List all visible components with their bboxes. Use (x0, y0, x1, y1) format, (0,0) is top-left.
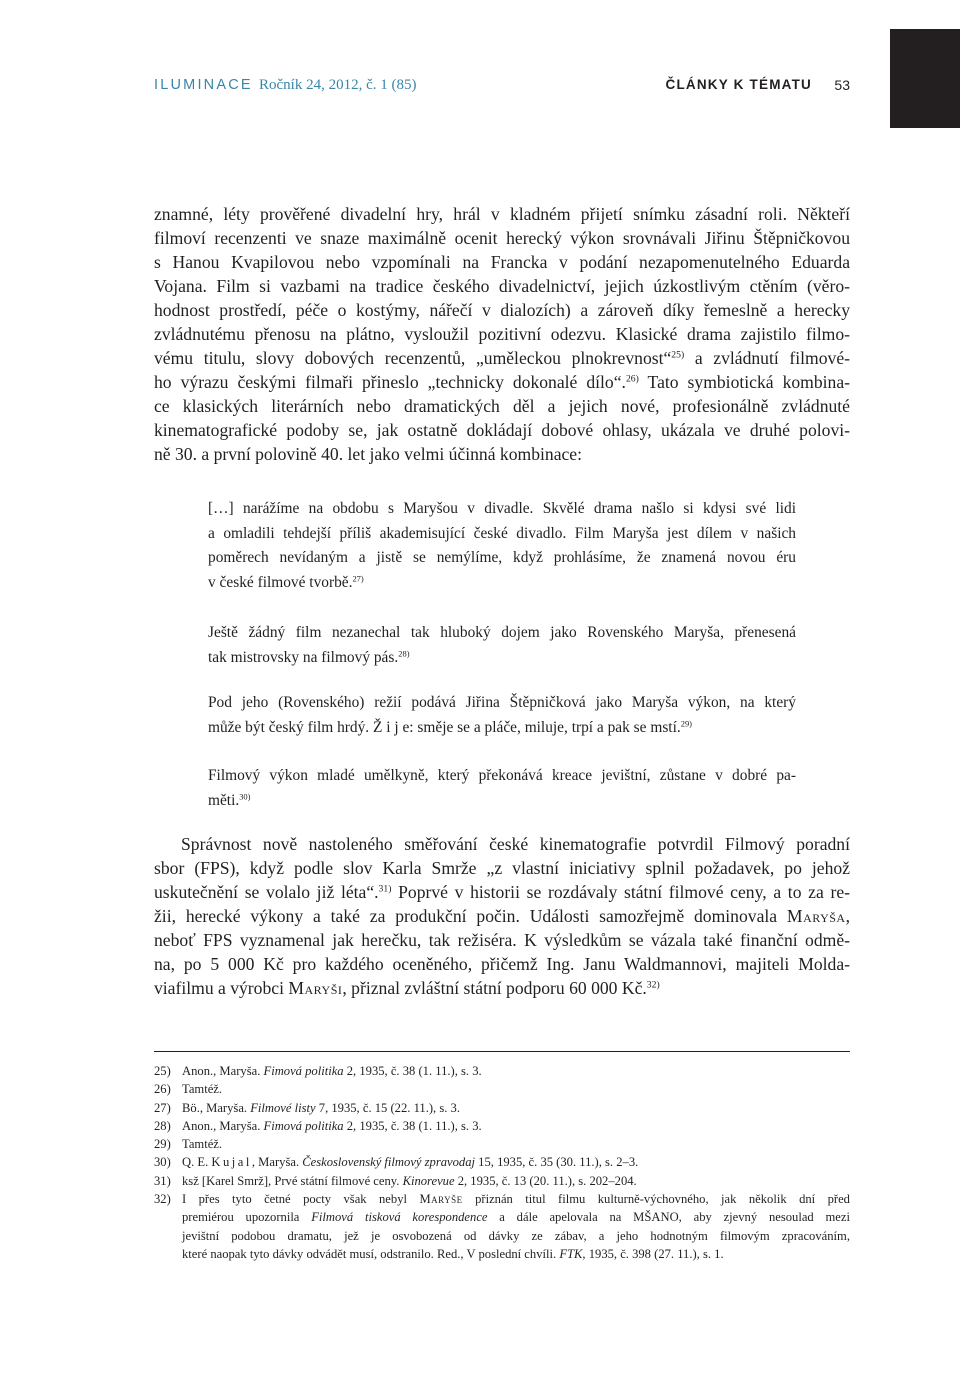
text-line: žii, herecké výkony a také za produkční počin. Události samozřejmě dominovala Maryša, (154, 906, 850, 926)
body-paragraph-2 (154, 832, 850, 1000)
page-tab-marker (890, 29, 960, 128)
page-number: 53 (834, 77, 850, 93)
footnote-ref: 25) (671, 349, 685, 361)
footnote-number: 26) (154, 1082, 171, 1097)
quote-line: tak mistrovsky na filmový pás.$^{28)}$ (208, 648, 410, 666)
footnote-text-line: premiérou upozornila Filmová tisková korespondence a dále apelovala na MŠANO, aby zjevný nesoulad mezi (182, 1210, 850, 1225)
text-line: viafilmu a výrobci Maryši, přiznal zvláštní státní podporu 60 000 Kč.$^{32)}$ (154, 978, 660, 998)
footnote-ref: 26) (625, 373, 639, 385)
footnote-number: 31) (154, 1173, 171, 1188)
block-quote-3 (208, 691, 796, 740)
footnote-number: 27) (154, 1100, 171, 1115)
footnote-25 (154, 1062, 850, 1080)
footnote-divider (154, 1051, 850, 1052)
block-quote-1 (208, 497, 796, 595)
film-title: Maryša (786, 906, 846, 926)
footnote-number: 30) (154, 1155, 171, 1170)
footnote-text: Q. E. Kujal, Maryša. Československý filmový zpravodaj 15, 1935, č. 35 (30. 11.), s. 2–3. (182, 1155, 639, 1170)
footnote-text: Anon., Maryša. Fimová politika 2, 1935, č. 38 (1. 11.), s. 3. (182, 1064, 482, 1078)
text-line: zvládnutému přenosu na plátno, vysloužil pozitivní odezvu. Klasické drama zajistilo filmo- (154, 324, 850, 344)
text-line: hodnost prostředí, péče o kostýmy, nářečí v dialozích) a zároveň díky řemeslně a herecky (154, 300, 850, 320)
quote-line: poměrech nevídaným a jistě se nemýlíme, když prohlásíme, že znamená novou éru (208, 549, 796, 566)
text-line: ně 30. a první polovině 40. let jako velmi účinná kombinace: (154, 444, 583, 464)
footnote-text-line: které naopak tyto dávky odvádět musí, odstranilo. Red., V poslední chvíli. FTK, 1935, č. 398 (27. 11.), s. 1. (182, 1246, 724, 1261)
footnote-ref: 30) (239, 791, 251, 801)
block-quote-2 (208, 621, 796, 670)
text-line: znamné, léty prověřené divadelní hry, hrál v kladném přijetí snímku zásadní roli. Někteří (154, 204, 850, 224)
text-line: Správnost nově nastoleného směřování české kinematografie potvrdil Filmový poradní (181, 834, 850, 854)
running-header (154, 77, 850, 99)
text-line: uskutečnění se volalo již léta“.$^{31)}$ Poprvé v historii se rozdávaly státní filmové ceny, a to za re- (154, 882, 850, 902)
footnote-ref: 28) (398, 648, 410, 658)
quote-line: měti.$^{30)}$ (208, 791, 251, 809)
footnote-number: 28) (154, 1118, 171, 1133)
footnote-ref: 32) (646, 979, 660, 991)
section-title: ČLÁNKY K TÉMATU (665, 77, 812, 92)
film-title: Maryši (288, 978, 343, 998)
footnote-text: Tamtéž. (182, 1082, 223, 1097)
footnote-text-line: I přes tyto četné pocty však nebyl Maryše přiznán titul filmu kulturně-výchovného, jak několik dní před (182, 1192, 850, 1207)
footnote-32 (154, 1190, 850, 1263)
text-line: neboť FPS vyznamenal jak herečku, tak režiséra. K výsledkům se vázala také finanční odmě- (154, 930, 850, 950)
quote-line: Filmový výkon mladé umělkyně, který překonává kreace jevištní, zůstane v dobré pa- (208, 767, 796, 784)
body-paragraph-1 (154, 202, 850, 466)
footnote-31 (154, 1172, 850, 1190)
footnote-26 (154, 1080, 850, 1098)
footnote-text: Bö., Maryša. Filmové listy 7, 1935, č. 15 (22. 11.), s. 3. (182, 1100, 460, 1115)
text-line: ho výrazu českými filmaři přineslo „technicky dokonalé dílo“.$^{26)}$ Tato symbiotická kombina- (154, 372, 850, 392)
text-line: Vojana. Film si vazbami na tradice českého divadelnictví, jejich úzkostlivým ctěním (věro- (154, 276, 850, 296)
footnote-text-line: jevištní podobou dramatu, jež je osvobozená od dávky ze zábav, a jeho hodnotným filmovým zpracováním, (182, 1228, 850, 1243)
text-line: vému titulu, slovy dobových recenzentů, „uměleckou plnokrevnost“$^{25)}$ a zvládnutí filmové- (154, 348, 850, 368)
footnote-number: 29) (154, 1137, 171, 1152)
quote-line: […] narážíme na obdobu s Maryšou v divadle. Skvělé drama našlo si kdysi své lidi (208, 500, 796, 517)
issue-info: Ročník 24, 2012, č. 1 (85) (259, 77, 417, 93)
quote-line: Ještě žádný film nezanechal tak hluboký dojem jako Rovenského Maryša, přenesená (208, 624, 796, 641)
footnotes (154, 1062, 850, 1263)
footnote-number: 32) (154, 1192, 171, 1207)
footnote-ref: 31) (378, 883, 392, 895)
text-line: sbor (FPS), když podle slov Karla Smrže „z vlastní iniciativy splnil požadavek, po jehož (154, 858, 850, 878)
footnote-text: ksž [Karel Smrž], Prvé státní filmové ceny. Kinorevue 2, 1935, č. 13 (20. 11.), s. 202–204. (182, 1173, 637, 1188)
footnote-text: Tamtéž. (182, 1137, 223, 1152)
text-line: s Hanou Kvapilovou nebo vzpomínali na Francka v podání nezapomenutelného Eduarda (154, 252, 850, 272)
footnote-28 (154, 1117, 850, 1135)
footnote-29 (154, 1135, 850, 1153)
footnote-30 (154, 1153, 850, 1171)
journal-name: ILUMINACE (154, 77, 253, 93)
quote-line: Pod jeho (Rovenského) režií podává Jiřina Štěpničková jako Maryša výkon, na který (208, 694, 796, 711)
footnote-27 (154, 1099, 850, 1117)
footnote-text: Anon., Maryša. Fimová politika 2, 1935, č. 38 (1. 11.), s. 3. (182, 1118, 482, 1133)
quote-line: může být český film hrdý. Ž i j e: směje se a pláče, miluje, trpí a pak se mstí.$^{29)}$ (208, 718, 692, 736)
block-quote-4 (208, 764, 796, 813)
quote-line: v české filmové tvorbě.$^{27)}$ (208, 573, 364, 591)
quote-line: a omladili tehdejší příliš akademisující české divadlo. Film Maryša jest dílem v našich (208, 524, 796, 542)
footnote-number: 25) (154, 1064, 171, 1078)
text-line: filmoví recenzenti ve snaze maximálně ocenit herecký výkon srovnávali Jiřinu Štěpničkovou (154, 228, 850, 248)
text-line: na, po 5 000 Kč pro každého oceněného, přičemž Ing. Janu Waldmannovi, majiteli Molda- (154, 954, 850, 974)
footnote-ref: 29) (680, 718, 692, 728)
text-line: kinematografické podoby se, jak ostatně dokládají dobové ohlasy, ukázala ve druhé polovi- (154, 420, 850, 440)
footnote-ref: 27) (352, 573, 364, 583)
text-line: ce klasických literárních nebo dramatických děl a jejich nové, profesionálně zvládnuté (154, 396, 850, 416)
